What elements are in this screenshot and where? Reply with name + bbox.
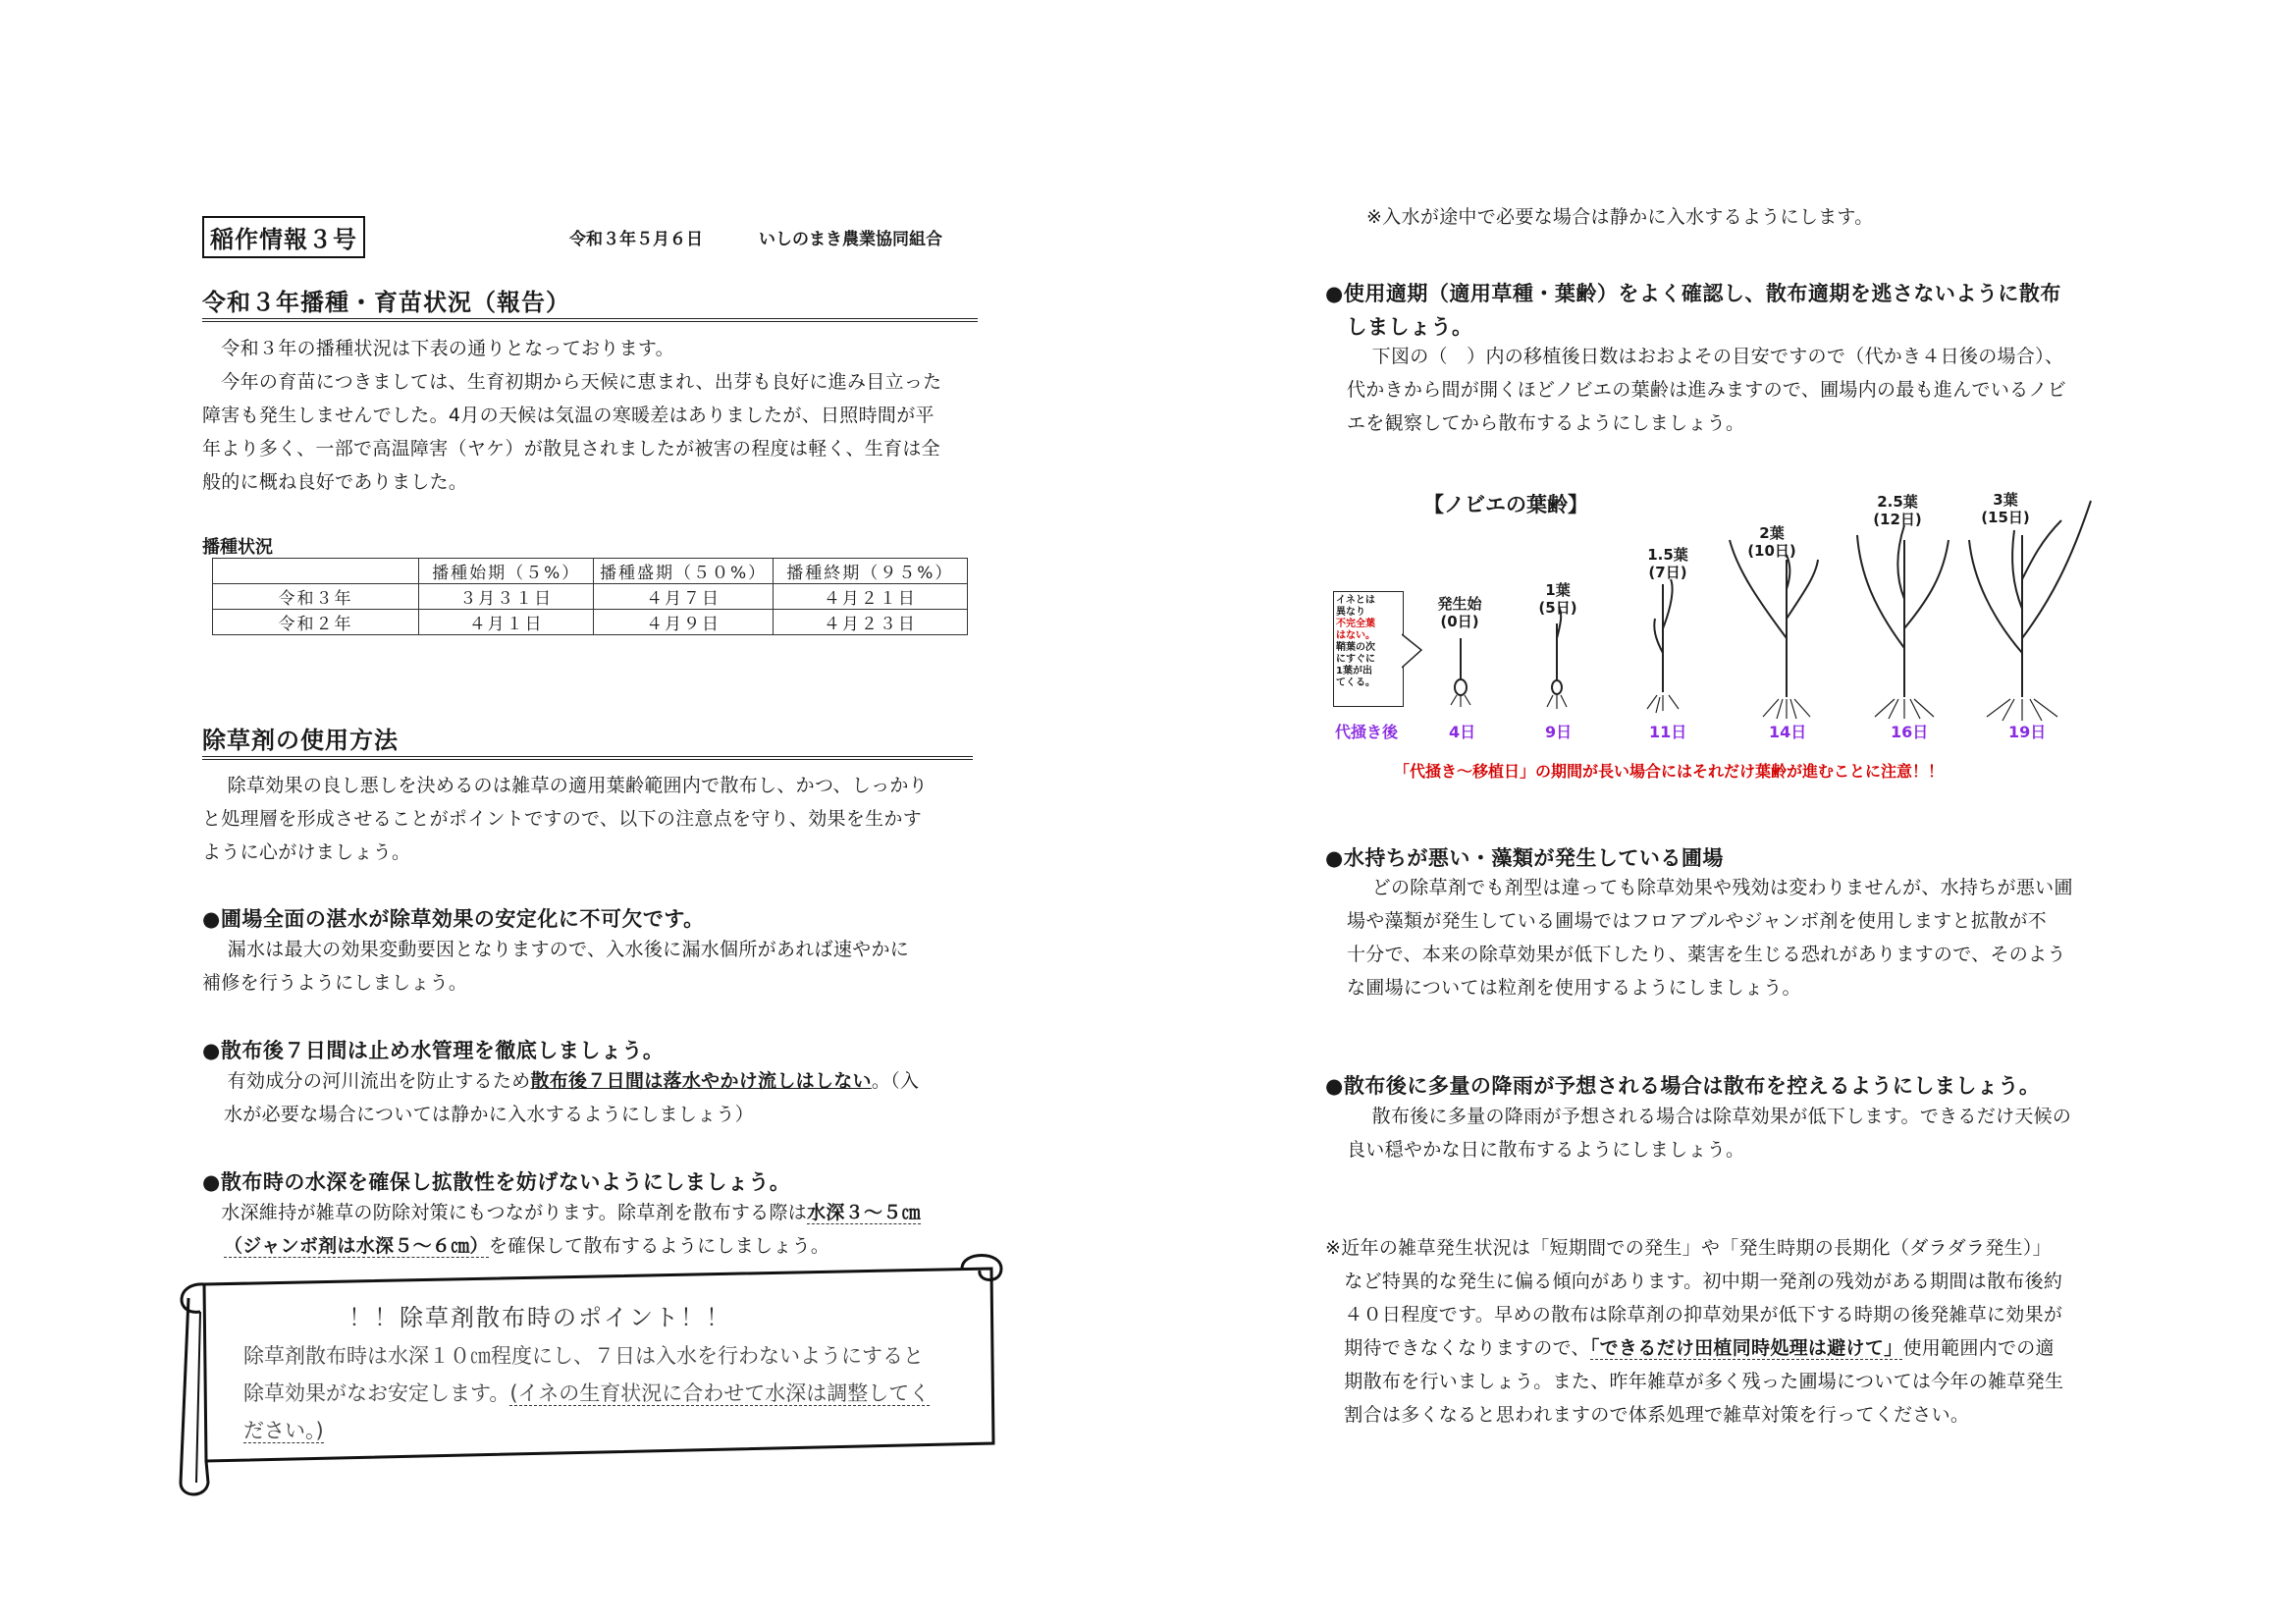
stage-name: 3葉 xyxy=(1993,491,2018,509)
callout-line: 異なり xyxy=(1336,607,1365,618)
start-label: 代掻き後 xyxy=(1335,723,1399,741)
callout-line: にすぐに xyxy=(1336,654,1375,665)
table-row xyxy=(213,610,968,635)
table-header-cell: 播種終期（９５%） xyxy=(773,559,967,584)
callout-line: 1葉が出 xyxy=(1336,666,1372,677)
table-cell: ４月９日 xyxy=(594,610,773,635)
emphasis-text: 「できるだけ田植同時処理は避けて」 xyxy=(1589,1337,1903,1359)
bullet-title-flooding: ●圃場全面の湛水が除草効果の安定化に不可欠です。 xyxy=(202,907,705,931)
bullet-title-timing xyxy=(1325,277,2061,344)
emphasis-text: ださい。) xyxy=(243,1419,324,1442)
callout-line: はない。 xyxy=(1336,630,1375,641)
text-line: 令和３年の播種状況は下表の通りとなっております。 xyxy=(202,338,674,359)
stage-label xyxy=(1737,524,1806,560)
text-span: 水深維持が雑草の防除対策にもつながります。除草剤を散布する際は xyxy=(202,1202,808,1223)
note-top: ※入水が途中で必要な場合は静かに入水するようにします。 xyxy=(1366,206,1874,228)
table-cell: ４月１日 xyxy=(418,610,593,635)
bullet-title-poor-water: ●水持ちが悪い・藻類が発生している圃場 xyxy=(1325,846,1724,870)
text-line: 割合は多くなると思われますので体系処理で雑草対策を行ってください。 xyxy=(1325,1404,1970,1426)
plant-stage-0 xyxy=(1451,638,1470,707)
stage-days: (12日) xyxy=(1873,511,1922,528)
note-bottom xyxy=(1325,1231,2140,1432)
day-label: 16日 xyxy=(1891,723,1929,741)
stage-label xyxy=(1971,491,2040,526)
doc-title: 稲作情報３号 xyxy=(202,216,365,258)
bullet-title-rain: ●散布後に多量の降雨が予想される場合は散布を控えるようにしましょう。 xyxy=(1325,1074,2041,1098)
stage-name: 1.5葉 xyxy=(1647,546,1688,564)
stage-label xyxy=(1633,546,1702,581)
text-line: 除草剤散布時は水深１０㎝程度にし、７日は入水を行わないようにすると xyxy=(243,1344,924,1368)
text-line: 漏水は最大の効果変動要因となりますので、入水後に漏水個所があれば速やかに xyxy=(202,939,910,960)
text-line: と処理層を形成させることがポイントですので、以下の注意点を守り、効果を生かす xyxy=(202,808,923,830)
table-label: 播種状況 xyxy=(202,537,273,558)
text-span: 除草効果がなお安定します。 xyxy=(243,1381,510,1405)
emphasis-text: （ジャンボ剤は水深５～６㎝） xyxy=(224,1235,489,1257)
text-line: 年より多く、一部で高温障害（ヤケ）が散見されましたが被害の程度は軽く、生育は全 xyxy=(202,438,940,460)
text-span: 使用範囲内での適 xyxy=(1902,1337,2055,1359)
stage-days: (10日) xyxy=(1747,542,1796,560)
table-header-cell xyxy=(213,559,419,584)
issue-date: 令和３年５月６日 xyxy=(569,230,703,249)
plant-stage-3 xyxy=(1969,501,2091,721)
table-cell: ４月２１日 xyxy=(773,584,967,610)
plant-stage-1-5 xyxy=(1647,579,1679,713)
stage-name: 2葉 xyxy=(1759,524,1785,542)
emphasis-text: (イネの生育状況に合わせて水深は調整してく xyxy=(509,1381,931,1405)
text-span: 。（入 xyxy=(871,1070,920,1092)
emphasis-text: 水深３～５㎝ xyxy=(807,1202,921,1223)
day-label: 19日 xyxy=(2008,723,2047,741)
text-line: 般的に概ね良好でありました。 xyxy=(202,471,468,493)
text-line: しましょう。 xyxy=(1325,315,1473,339)
stage-days: (5日) xyxy=(1538,599,1577,617)
bullet-title-water-hold: ●散布後７日間は止め水管理を徹底しましょう。 xyxy=(202,1039,665,1062)
day-label: 11日 xyxy=(1649,723,1687,741)
bullet-text-flooding xyxy=(202,933,988,1000)
day-label: 14日 xyxy=(1769,723,1807,741)
text-line: 水が必要な場合については静かに入水するようにしましょう） xyxy=(224,1104,755,1125)
plant-stage-2-5 xyxy=(1857,525,1949,719)
text-span: 有効成分の河川流出を防止するため xyxy=(202,1070,531,1092)
text-line: な圃場については粒剤を使用するようにしましょう。 xyxy=(1347,977,1801,999)
sowing-table xyxy=(212,558,968,635)
table-cell: 令和３年 xyxy=(213,584,419,610)
day-label: 4日 xyxy=(1449,723,1476,741)
table-cell: 令和２年 xyxy=(213,610,419,635)
bullet-text-water-hold xyxy=(202,1064,997,1131)
sowing-report-text xyxy=(202,332,988,499)
text-line: など特異的な発生に偏る傾向があります。初中期一発剤の残効がある期間は散布後約 xyxy=(1325,1271,2063,1292)
bullet-text-poor-water xyxy=(1347,871,2132,1004)
text-line: 下図の（ ）内の移植後日数はおおよその目安ですので（代かき４日後の場合）、 xyxy=(1347,346,2064,367)
callout-line: てくる。 xyxy=(1336,677,1375,688)
stage-label xyxy=(1528,581,1587,617)
text-line xyxy=(243,1412,989,1449)
figure-title: 【ノビエの葉齢】 xyxy=(1423,493,1588,516)
callout-line: イネとは xyxy=(1336,595,1375,606)
text-line xyxy=(202,1064,997,1098)
table-cell: ４月７日 xyxy=(594,584,773,610)
text-line xyxy=(243,1375,989,1412)
stage-name: 2.5葉 xyxy=(1877,493,1918,511)
text-line: 良い穏やかな日に散布するようにしましょう。 xyxy=(1347,1139,1745,1161)
text-span: 期待できなくなりますので、 xyxy=(1325,1337,1590,1359)
text-line xyxy=(1325,1331,2140,1365)
stage-days: (0日) xyxy=(1440,613,1479,630)
text-line: ●使用適期（適用草種・葉齢）をよく確認し、散布適期を逃さないように散布 xyxy=(1325,282,2061,305)
text-line: 十分で、本来の除草効果が低下したり、薬害を生じる恐れがありますので、そのよう xyxy=(1347,944,2066,965)
table-row xyxy=(213,584,968,610)
text-line: どの除草剤でも剤型は違っても除草効果や残効は変わりませんが、水持ちが悪い圃 xyxy=(1347,877,2073,898)
stage-days: (15日) xyxy=(1981,509,2030,526)
organization: いしのまき農業協同組合 xyxy=(759,230,942,249)
text-line: ※近年の雑草発生状況は「短期間での発生」や「発生時期の長期化（ダラダラ発生）」 xyxy=(1325,1237,2052,1259)
text-line: ように心がけましょう。 xyxy=(202,841,411,863)
text-line xyxy=(202,1196,997,1229)
figure-warning: 「代掻き～移植日」の期間が長い場合にはそれだけ葉齢が進むことに注意！！ xyxy=(1394,762,1945,781)
text-line: 代かきから間が開くほどノビエの葉齢は進みますので、圃場内の最も進んでいるノビ xyxy=(1347,379,2067,401)
text-span: を確保して散布するようにしましょう。 xyxy=(488,1235,830,1257)
text-line: 障害も発生しませんでした。4月の天候は気温の寒暖差はありましたが、日照時間が平 xyxy=(202,405,934,426)
table-cell: ４月２３日 xyxy=(773,610,967,635)
table-header-cell: 播種始期（５%） xyxy=(418,559,593,584)
emphasis-text: 散布後７日間は落水やかけ流しはしない xyxy=(530,1070,872,1092)
scroll-title: ！！除草剤散布時のポイント！！ xyxy=(348,1304,731,1331)
text-line: 今年の育苗につきましては、生育初期から天候に恵まれ、出芽も良好に進み目立った xyxy=(202,371,942,393)
text-line: 除草効果の良し悪しを決めるのは雑草の適用葉齢範囲内で散布し、かつ、しっかり xyxy=(202,775,928,796)
text-line: 散布後に多量の降雨が予想される場合は除草効果が低下します。できるだけ天候の xyxy=(1347,1106,2072,1127)
callout-line: 鞘葉の次 xyxy=(1336,642,1375,653)
plant-stage-1 xyxy=(1547,607,1567,709)
day-label: 9日 xyxy=(1545,723,1573,741)
section-heading-sowing: 令和３年播種・育苗状況（報告） xyxy=(202,283,978,322)
text-line: エを観察してから散布するようにしましょう。 xyxy=(1347,412,1745,434)
herbicide-intro-text xyxy=(202,769,988,869)
stage-days: (7日) xyxy=(1648,564,1687,581)
stage-name: 発生始 xyxy=(1437,595,1482,613)
plant-stage-2 xyxy=(1730,540,1818,719)
section-heading-herbicide: 除草剤の使用方法 xyxy=(202,721,973,760)
stage-label xyxy=(1863,493,1932,528)
text-line: 補修を行うようにしましょう。 xyxy=(202,972,468,994)
stage-name: 1葉 xyxy=(1545,581,1571,599)
bullet-text-timing xyxy=(1347,340,2132,440)
text-line: 場や藻類が発生している圃場ではフロアブルやジャンボ剤を使用しますと拡散が不 xyxy=(1347,910,2047,932)
figure-callout xyxy=(1333,591,1404,707)
text-line: 期散布を行いましょう。また、昨年雑草が多く残った圃場については今年の雑草発生 xyxy=(1325,1371,2064,1392)
scroll-text xyxy=(243,1337,989,1449)
bullet-title-depth: ●散布時の水深を確保し拡散性を妨げないようにしましょう。 xyxy=(202,1170,791,1194)
stage-label xyxy=(1425,595,1494,630)
text-line: ４０日程度です。早めの散布は除草剤の抑草効果が低下する時期の後発雑草に効果が xyxy=(1325,1304,2063,1326)
bullet-text-rain xyxy=(1347,1100,2132,1166)
table-cell: ３月３１日 xyxy=(418,584,593,610)
table-header-cell: 播種盛期（５０%） xyxy=(594,559,773,584)
callout-line: 不完全葉 xyxy=(1336,619,1375,629)
